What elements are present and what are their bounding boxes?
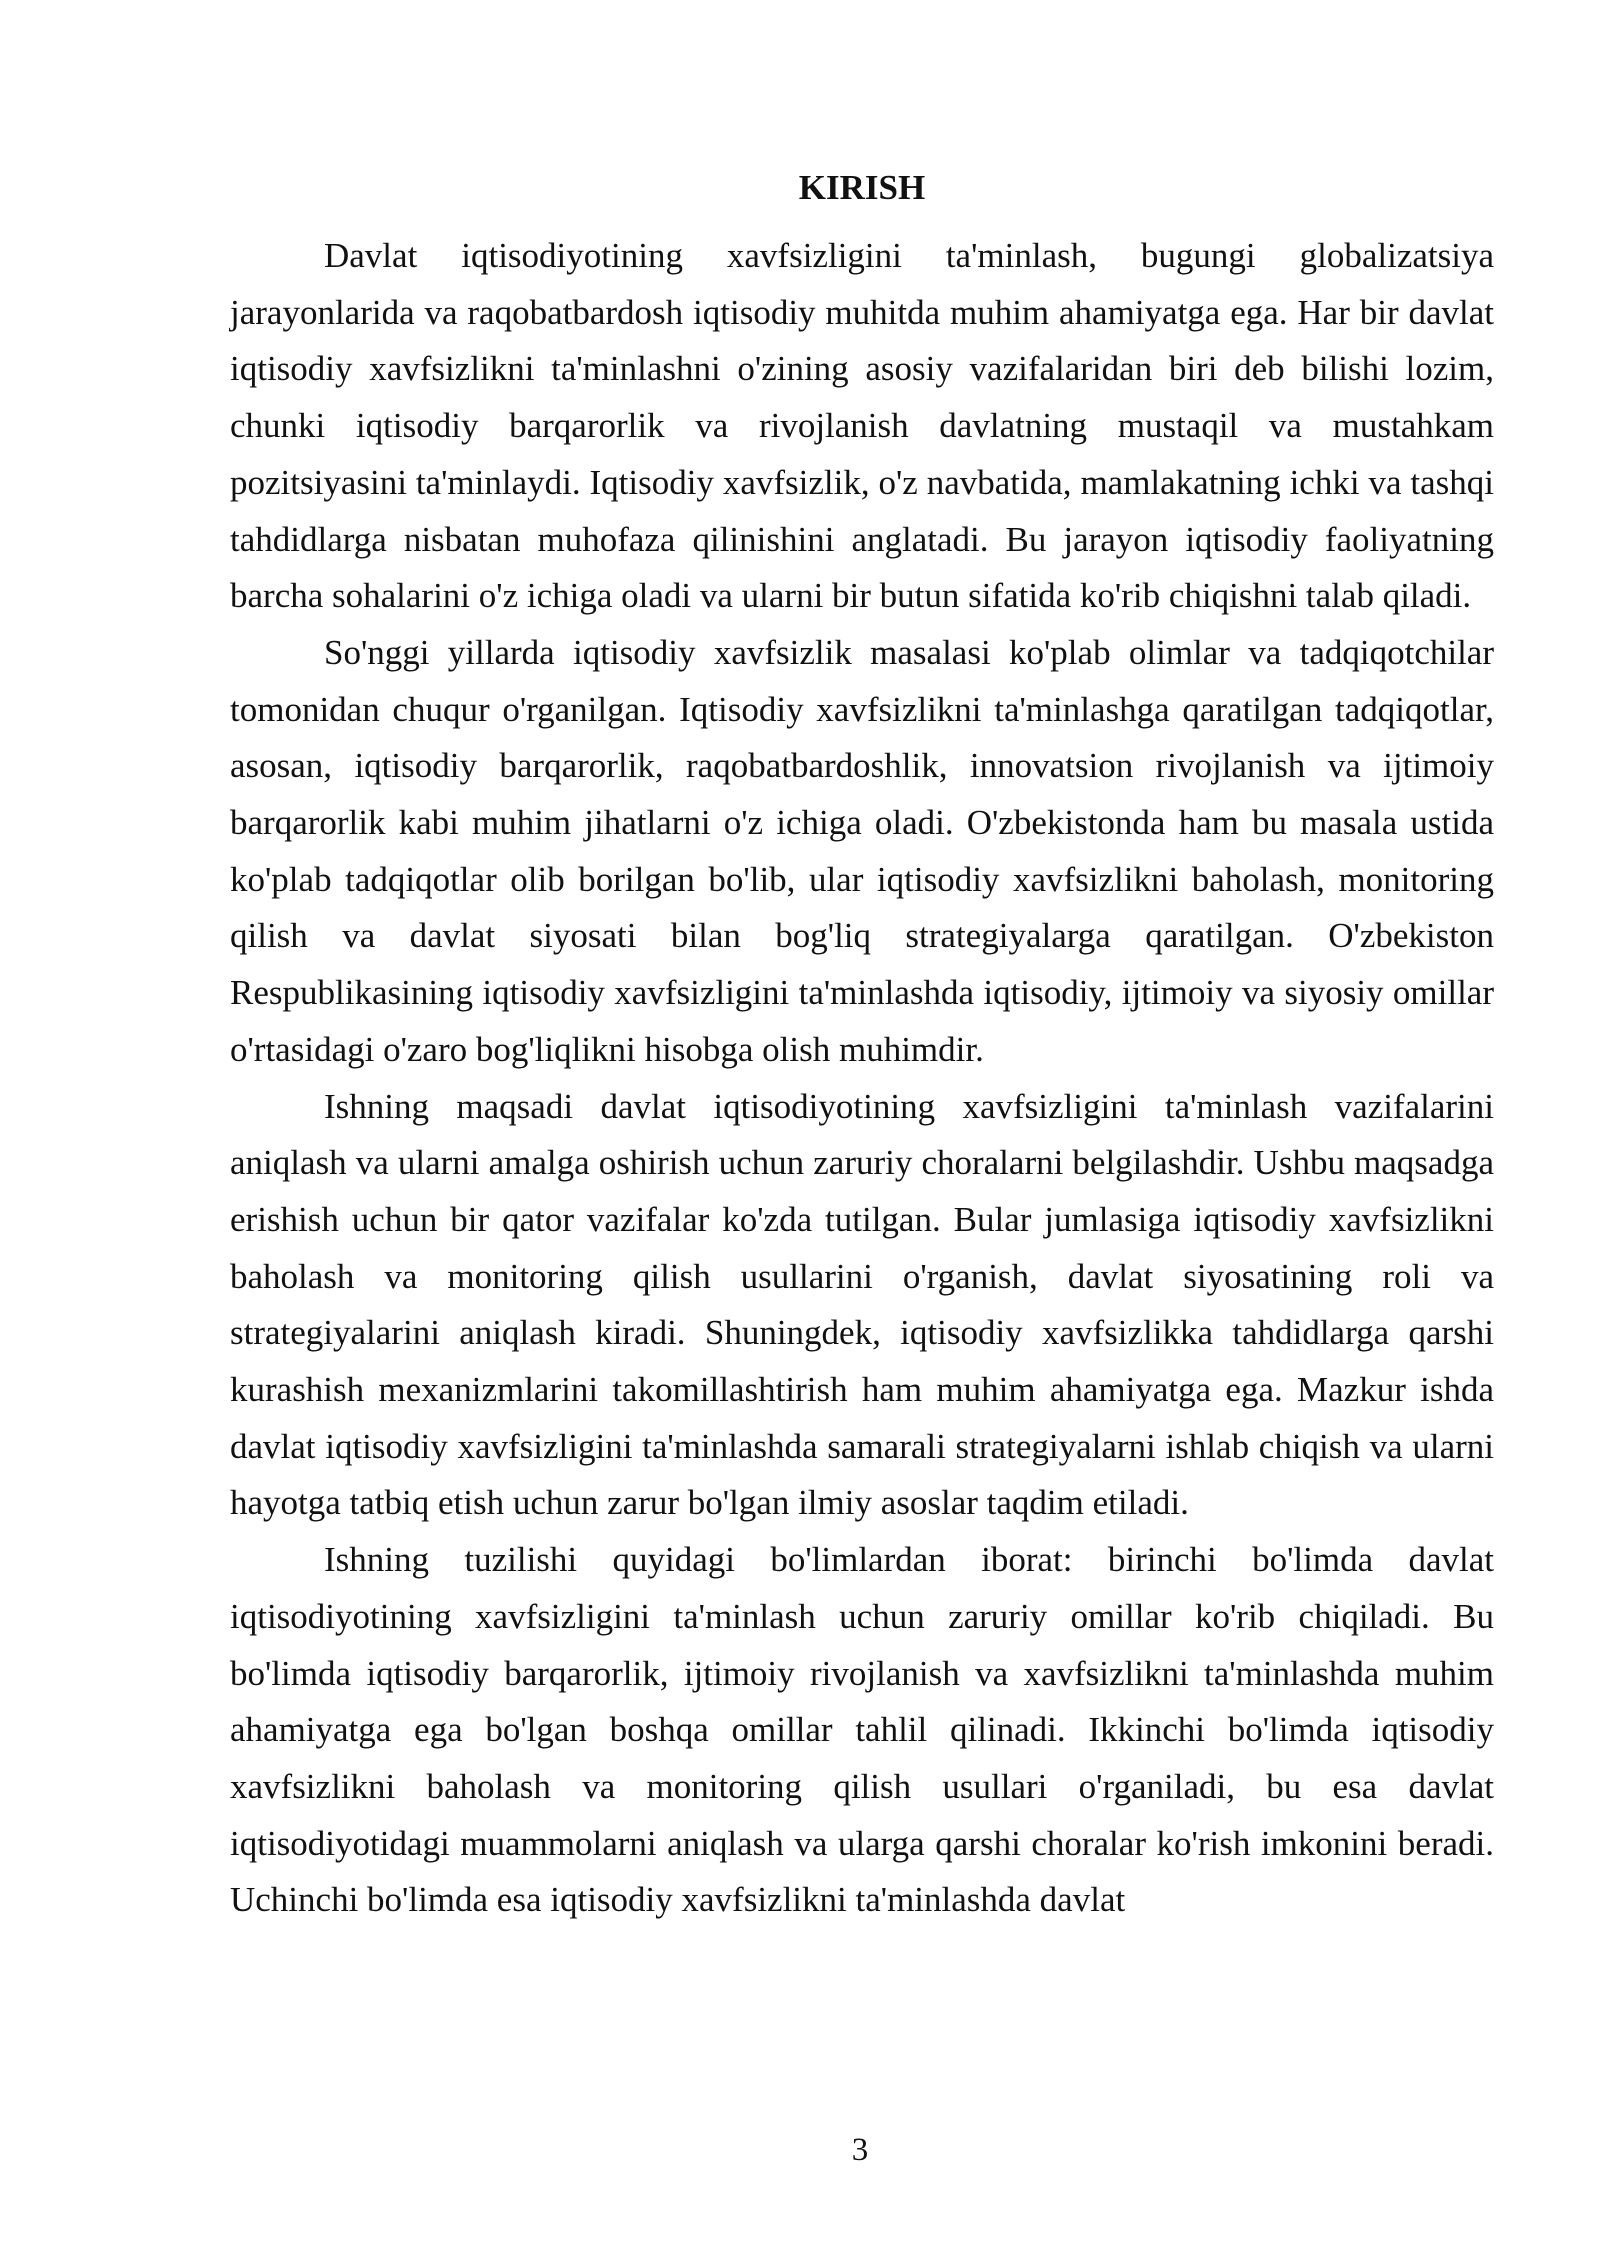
paragraph-4: Ishning tuzilishi quyidagi bo'limlardan iborat: birinchi bo'limda davlat iqtisodiyotining xavfsizligini ta'minlash uchun zaruriy omillar ko'rib chiqiladi. Bu bo'limda iqtisodiy barqarorlik, ijtimoiy rivojlanish va xavfsizlikni ta'minlashda muhim ahamiyatga ega bo'lgan boshqa omillar tahlil qilinadi. Ikkinchi bo'limda iqtisodiy xavfsizlikni baholash va monitoring qilish usullari o'rganiladi, bu esa davlat iqtisodiyotidagi muammolarni aniqlash va ularga qarshi choralar ko'rish imkonini beradi. Uchinchi bo'limda esa iqtisodiy xavfsizlikni ta'minlashda davlat	[230, 1540, 1494, 1920]
page-number: 3	[851, 2132, 869, 2168]
paragraph-3: Ishning maqsadi davlat iqtisodiyotining xavfsizligini ta'minlash vazifalarini aniqlash va ularni amalga oshirish uchun zaruriy choralarni belgilashdir. Ushbu maqsadga erishish uchun bir qator vazifalar ko'zda tutilgan. Bular jumlasiga iqtisodiy xavfsizlikni baholash va monitoring qilish usullarini o'rganish, davlat siyosatining roli va strategiyalarini aniqlash kiradi. Shuningdek, iqtisodiy xavfsizlikka tahdidlarga qarshi kurashish mexanizmlarini takomillashtirish ham muhim ahamiyatga ega. Mazkur ishda davlat iqtisodiy xavfsizligini ta'minlashda samarali strategiyalarni ishlab chiqish va ularni hayotga tatbiq etish uchun zarur bo'lgan ilmiy asoslar taqdim etiladi.	[230, 1086, 1494, 1523]
page-content	[230, 160, 1494, 1929]
paragraph-1: Davlat iqtisodiyotining xavfsizligini ta'minlash, bugungi globalizatsiya jarayonlarida va raqobatbardosh iqtisodiy muhitda muhim ahamiyatga ega. Har bir davlat iqtisodiy xavfsizlikni ta'minlashni o'zining asosiy vazifalaridan biri deb bilishi lozim, chunki iqtisodiy barqarorlik va rivojlanish davlatning mustaqil va mustahkam pozitsiyasini ta'minlaydi. Iqtisodiy xavfsizlik, o'z navbatida, mamlakatning ichki va tashqi tahdidlarga nisbatan muhofaza qilinishini anglatadi. Bu jarayon iqtisodiy faoliyatning barcha sohalarini o'z ichiga oladi va ularni bir butun sifatida ko'rib chiqishni talab qiladi.	[230, 236, 1494, 616]
paragraph-2: So'nggi yillarda iqtisodiy xavfsizlik masalasi ko'plab olimlar va tadqiqotchilar tomonidan chuqur o'rganilgan. Iqtisodiy xavfsizlikni ta'minlashga qaratilgan tadqiqotlar, asosan, iqtisodiy barqarorlik, raqobatbardoshlik, innovatsion rivojlanish va ijtimoiy barqarorlik kabi muhim jihatlarni o'z ichiga oladi. O'zbekistonda ham bu masala ustida ko'plab tadqiqotlar olib borilgan bo'lib, ular iqtisodiy xavfsizlikni baholash, monitoring qilish va davlat siyosati bilan bog'liq strategiyalarga qaratilgan. O'zbekiston Respublikasining iqtisodiy xavfsizligini ta'minlashda iqtisodiy, ijtimoiy va siyosiy omillar o'rtasidagi o'zaro bog'liqlikni hisobga olish muhimdir.	[230, 632, 1494, 1069]
section-title: KIRISH	[798, 168, 926, 207]
